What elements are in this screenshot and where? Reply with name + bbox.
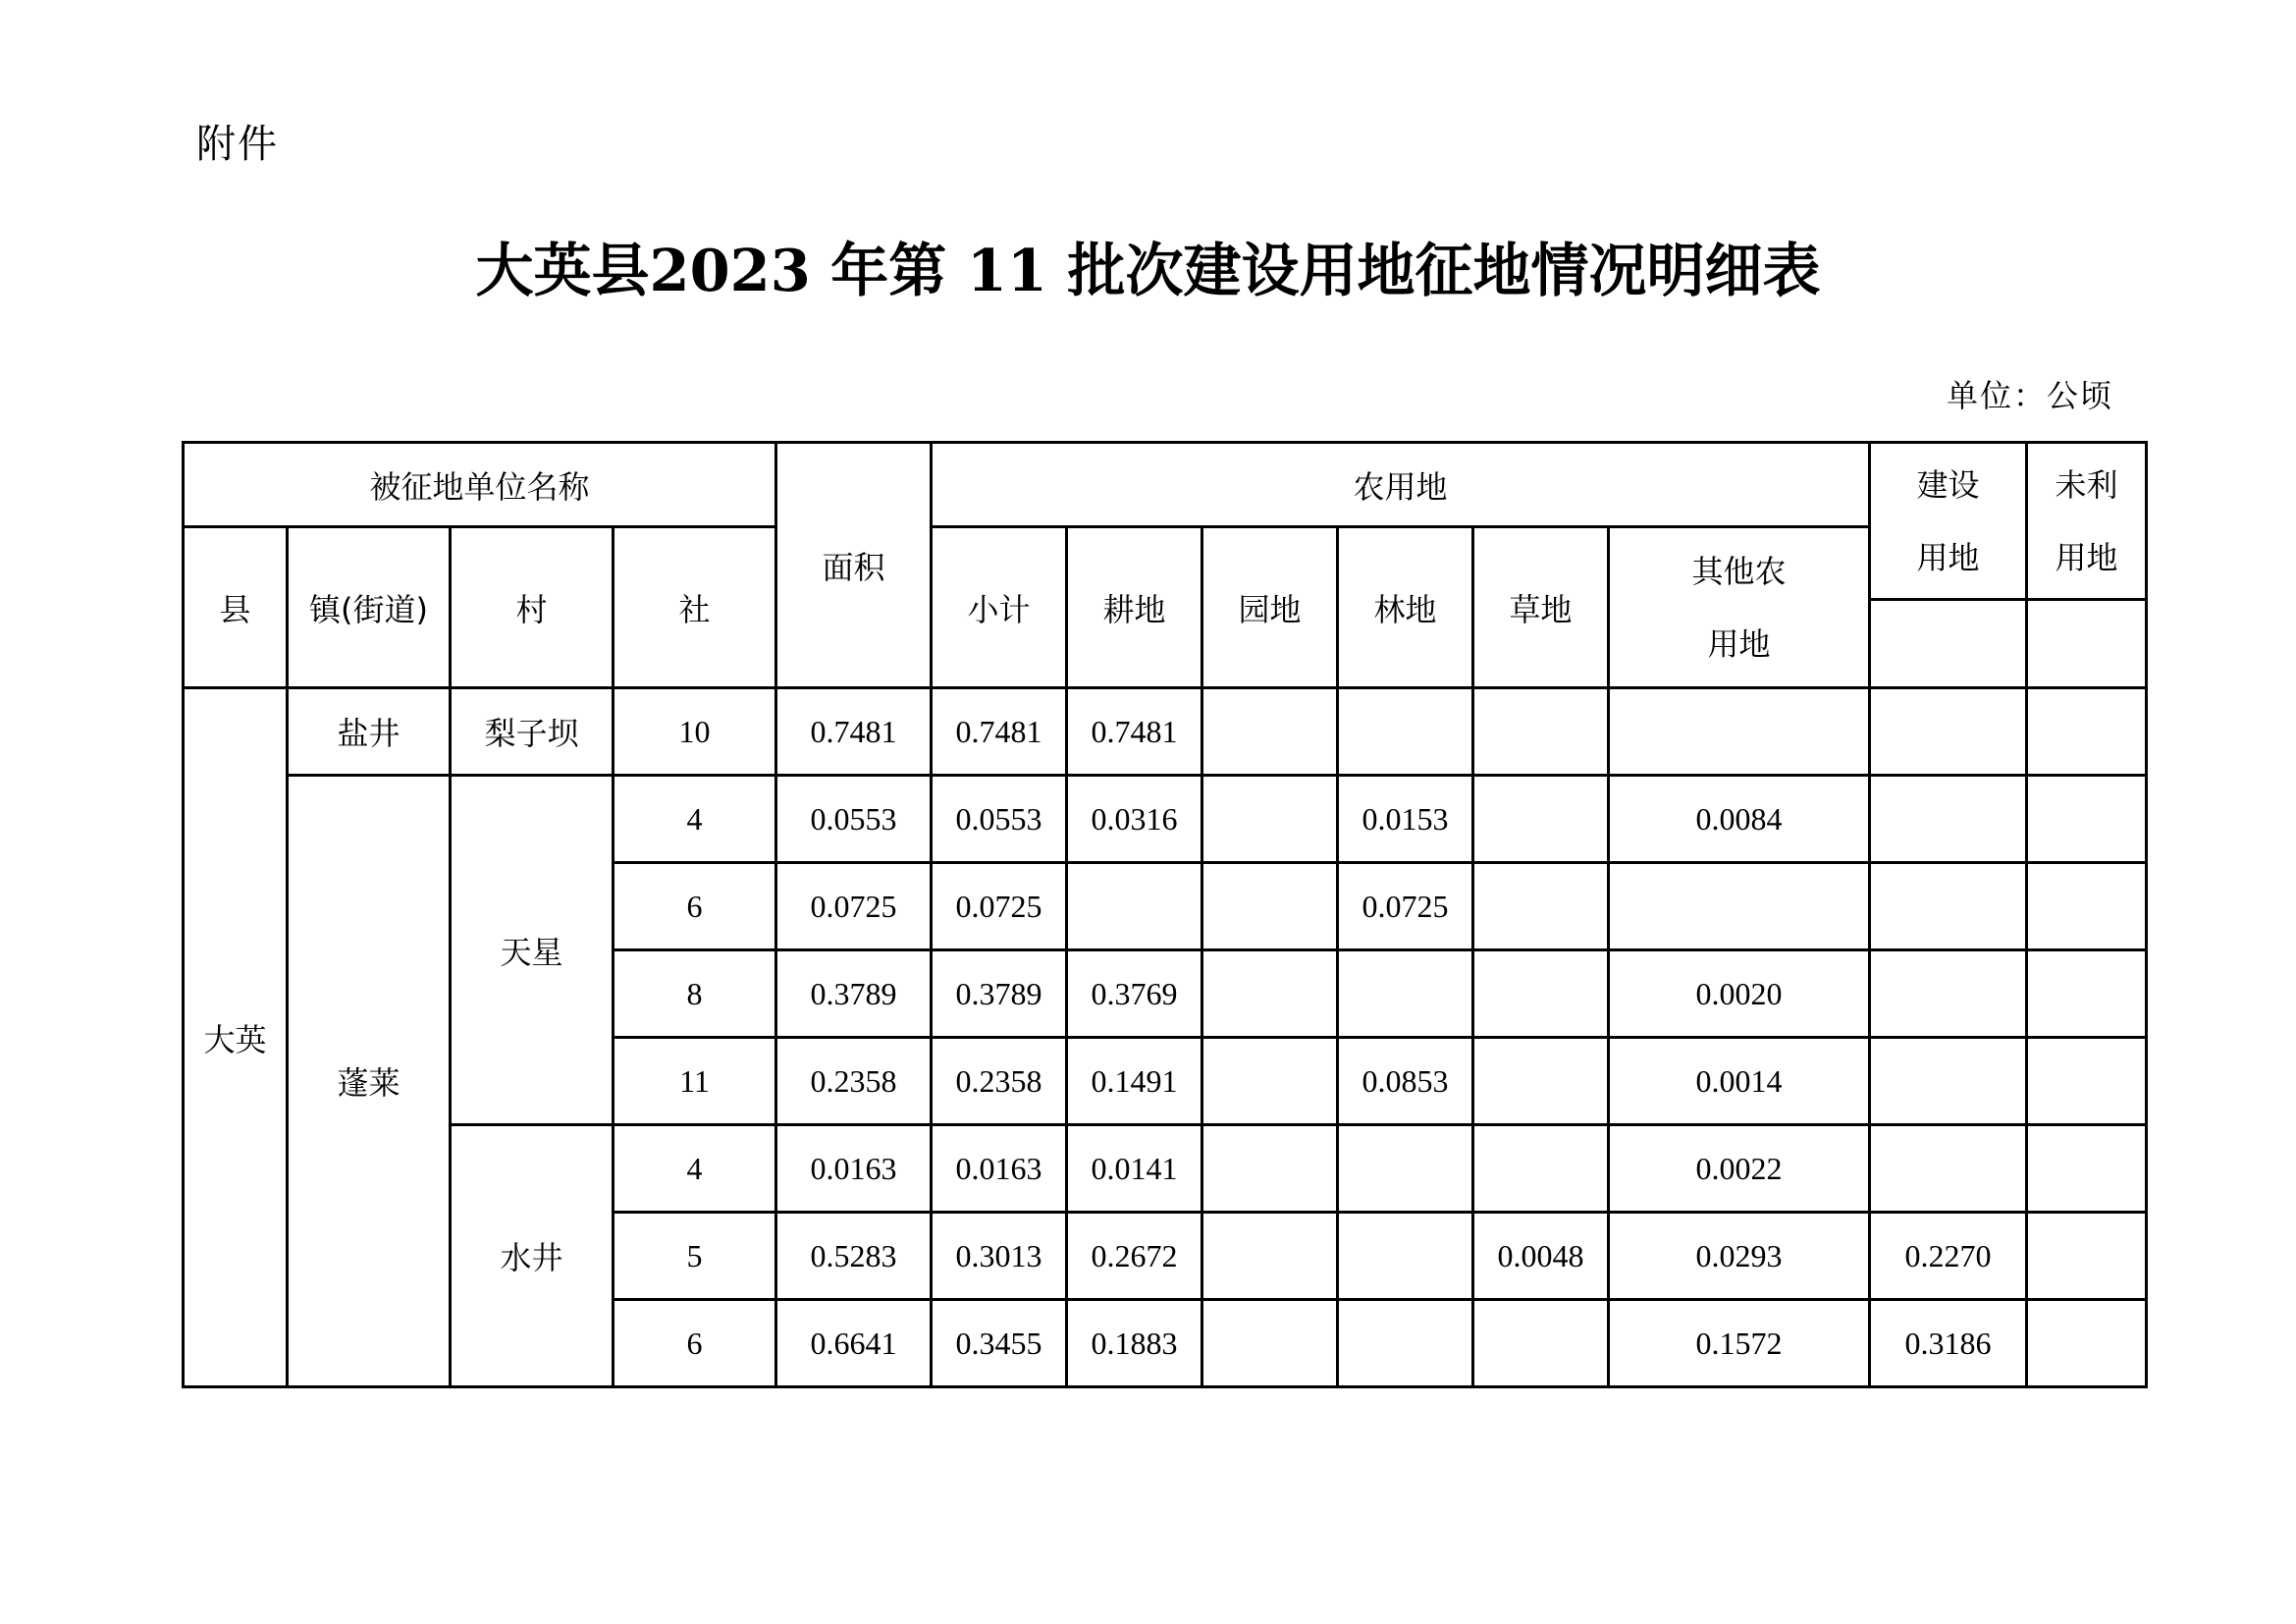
subtotal-cell: 0.7481 — [932, 688, 1067, 776]
construction-cell — [1870, 776, 2027, 863]
village-cell: 梨子坝 — [451, 688, 614, 776]
forest-cell — [1338, 1125, 1473, 1213]
unit-label: 单位：公顷 — [1947, 377, 2114, 414]
other-cell: 0.0293 — [1609, 1213, 1870, 1300]
town-cell: 盐井 — [288, 688, 451, 776]
area-cell: 0.6641 — [776, 1300, 932, 1387]
page-title: 大英县2023 年第 11 批次建设用地征地情况明细表 — [475, 237, 1821, 304]
construction-cell — [1870, 688, 2027, 776]
construction-cell — [1870, 1125, 2027, 1213]
subtotal-cell: 0.3455 — [932, 1300, 1067, 1387]
unused-cell — [2027, 863, 2147, 950]
other-cell: 0.1572 — [1609, 1300, 1870, 1387]
group-cell: 6 — [614, 863, 776, 950]
grass-cell — [1473, 1038, 1609, 1125]
forest-cell: 0.0725 — [1338, 863, 1473, 950]
table-row — [184, 1125, 2147, 1213]
subtotal-cell: 0.0553 — [932, 776, 1067, 863]
header-grass: 草地 — [1473, 527, 1609, 688]
construction-cell — [1870, 950, 2027, 1038]
unused-cell — [2027, 776, 2147, 863]
other-cell: 0.0084 — [1609, 776, 1870, 863]
arable-cell: 0.7481 — [1067, 688, 1202, 776]
forest-cell: 0.0153 — [1338, 776, 1473, 863]
grass-cell — [1473, 863, 1609, 950]
construction-cell — [1870, 863, 2027, 950]
header-construction-line2: 用地 — [1916, 538, 1980, 576]
table-row — [184, 776, 2147, 863]
group-cell: 4 — [614, 1125, 776, 1213]
area-cell: 0.7481 — [776, 688, 932, 776]
header-unused-line1: 未利 — [2055, 465, 2118, 504]
garden-cell — [1202, 776, 1338, 863]
construction-cell: 0.3186 — [1870, 1300, 2027, 1387]
subtotal-cell: 0.2358 — [932, 1038, 1067, 1125]
header-unit-name: 被征地单位名称 — [184, 443, 776, 527]
forest-cell — [1338, 1300, 1473, 1387]
arable-cell: 0.1883 — [1067, 1300, 1202, 1387]
unused-cell — [2027, 1038, 2147, 1125]
forest-cell: 0.0853 — [1338, 1038, 1473, 1125]
group-cell: 10 — [614, 688, 776, 776]
header-unused-line2: 用地 — [2055, 538, 2118, 576]
header-construction-blank — [1870, 600, 2027, 688]
garden-cell — [1202, 863, 1338, 950]
garden-cell — [1202, 1213, 1338, 1300]
unused-cell — [2027, 1300, 2147, 1387]
group-cell: 4 — [614, 776, 776, 863]
other-cell: 0.0020 — [1609, 950, 1870, 1038]
area-cell: 0.0163 — [776, 1125, 932, 1213]
arable-cell: 0.0316 — [1067, 776, 1202, 863]
forest-cell — [1338, 950, 1473, 1038]
land-acquisition-table — [182, 441, 2148, 1388]
unused-cell — [2027, 950, 2147, 1038]
grass-cell — [1473, 688, 1609, 776]
group-cell: 11 — [614, 1038, 776, 1125]
arable-cell — [1067, 863, 1202, 950]
construction-cell — [1870, 1038, 2027, 1125]
arable-cell: 0.0141 — [1067, 1125, 1202, 1213]
subtotal-cell: 0.0725 — [932, 863, 1067, 950]
forest-cell — [1338, 688, 1473, 776]
header-unused — [2027, 443, 2147, 600]
grass-cell — [1473, 776, 1609, 863]
header-group: 社 — [614, 527, 776, 688]
village-cell: 天星 — [451, 776, 614, 1125]
area-cell: 0.5283 — [776, 1213, 932, 1300]
garden-cell — [1202, 1300, 1338, 1387]
header-area: 面积 — [776, 443, 932, 688]
grass-cell — [1473, 1300, 1609, 1387]
garden-cell — [1202, 950, 1338, 1038]
header-farmland: 农用地 — [932, 443, 1870, 527]
header-village: 村 — [451, 527, 614, 688]
area-cell: 0.2358 — [776, 1038, 932, 1125]
unused-cell — [2027, 1125, 2147, 1213]
group-cell: 5 — [614, 1213, 776, 1300]
header-unused-blank — [2027, 600, 2147, 688]
header-forest: 林地 — [1338, 527, 1473, 688]
group-cell: 8 — [614, 950, 776, 1038]
header-other-farmland — [1609, 527, 1870, 688]
arable-cell: 0.2672 — [1067, 1213, 1202, 1300]
town-cell: 蓬莱 — [288, 776, 451, 1387]
arable-cell: 0.3769 — [1067, 950, 1202, 1038]
subtotal-cell: 0.0163 — [932, 1125, 1067, 1213]
garden-cell — [1202, 1038, 1338, 1125]
header-county: 县 — [184, 527, 288, 688]
header-arable: 耕地 — [1067, 527, 1202, 688]
grass-cell: 0.0048 — [1473, 1213, 1609, 1300]
other-cell — [1609, 863, 1870, 950]
grass-cell — [1473, 1125, 1609, 1213]
attachment-label: 附件 — [196, 122, 279, 167]
grass-cell — [1473, 950, 1609, 1038]
header-construction — [1870, 443, 2027, 600]
header-other-line1: 其他农 — [1691, 552, 1787, 590]
other-cell — [1609, 688, 1870, 776]
construction-cell: 0.2270 — [1870, 1213, 2027, 1300]
area-cell: 0.3789 — [776, 950, 932, 1038]
area-cell: 0.0725 — [776, 863, 932, 950]
area-cell: 0.0553 — [776, 776, 932, 863]
county-cell: 大英 — [184, 688, 288, 1387]
garden-cell — [1202, 688, 1338, 776]
header-other-line2: 用地 — [1707, 624, 1771, 663]
forest-cell — [1338, 1213, 1473, 1300]
unused-cell — [2027, 1213, 2147, 1300]
unused-cell — [2027, 688, 2147, 776]
subtotal-cell: 0.3789 — [932, 950, 1067, 1038]
header-garden: 园地 — [1202, 527, 1338, 688]
other-cell: 0.0022 — [1609, 1125, 1870, 1213]
subtotal-cell: 0.3013 — [932, 1213, 1067, 1300]
table-row — [184, 688, 2147, 776]
garden-cell — [1202, 1125, 1338, 1213]
village-cell: 水井 — [451, 1125, 614, 1387]
header-construction-line1: 建设 — [1916, 465, 1980, 504]
arable-cell: 0.1491 — [1067, 1038, 1202, 1125]
header-town: 镇(街道) — [288, 527, 451, 688]
header-subtotal: 小计 — [932, 527, 1067, 688]
group-cell: 6 — [614, 1300, 776, 1387]
other-cell: 0.0014 — [1609, 1038, 1870, 1125]
